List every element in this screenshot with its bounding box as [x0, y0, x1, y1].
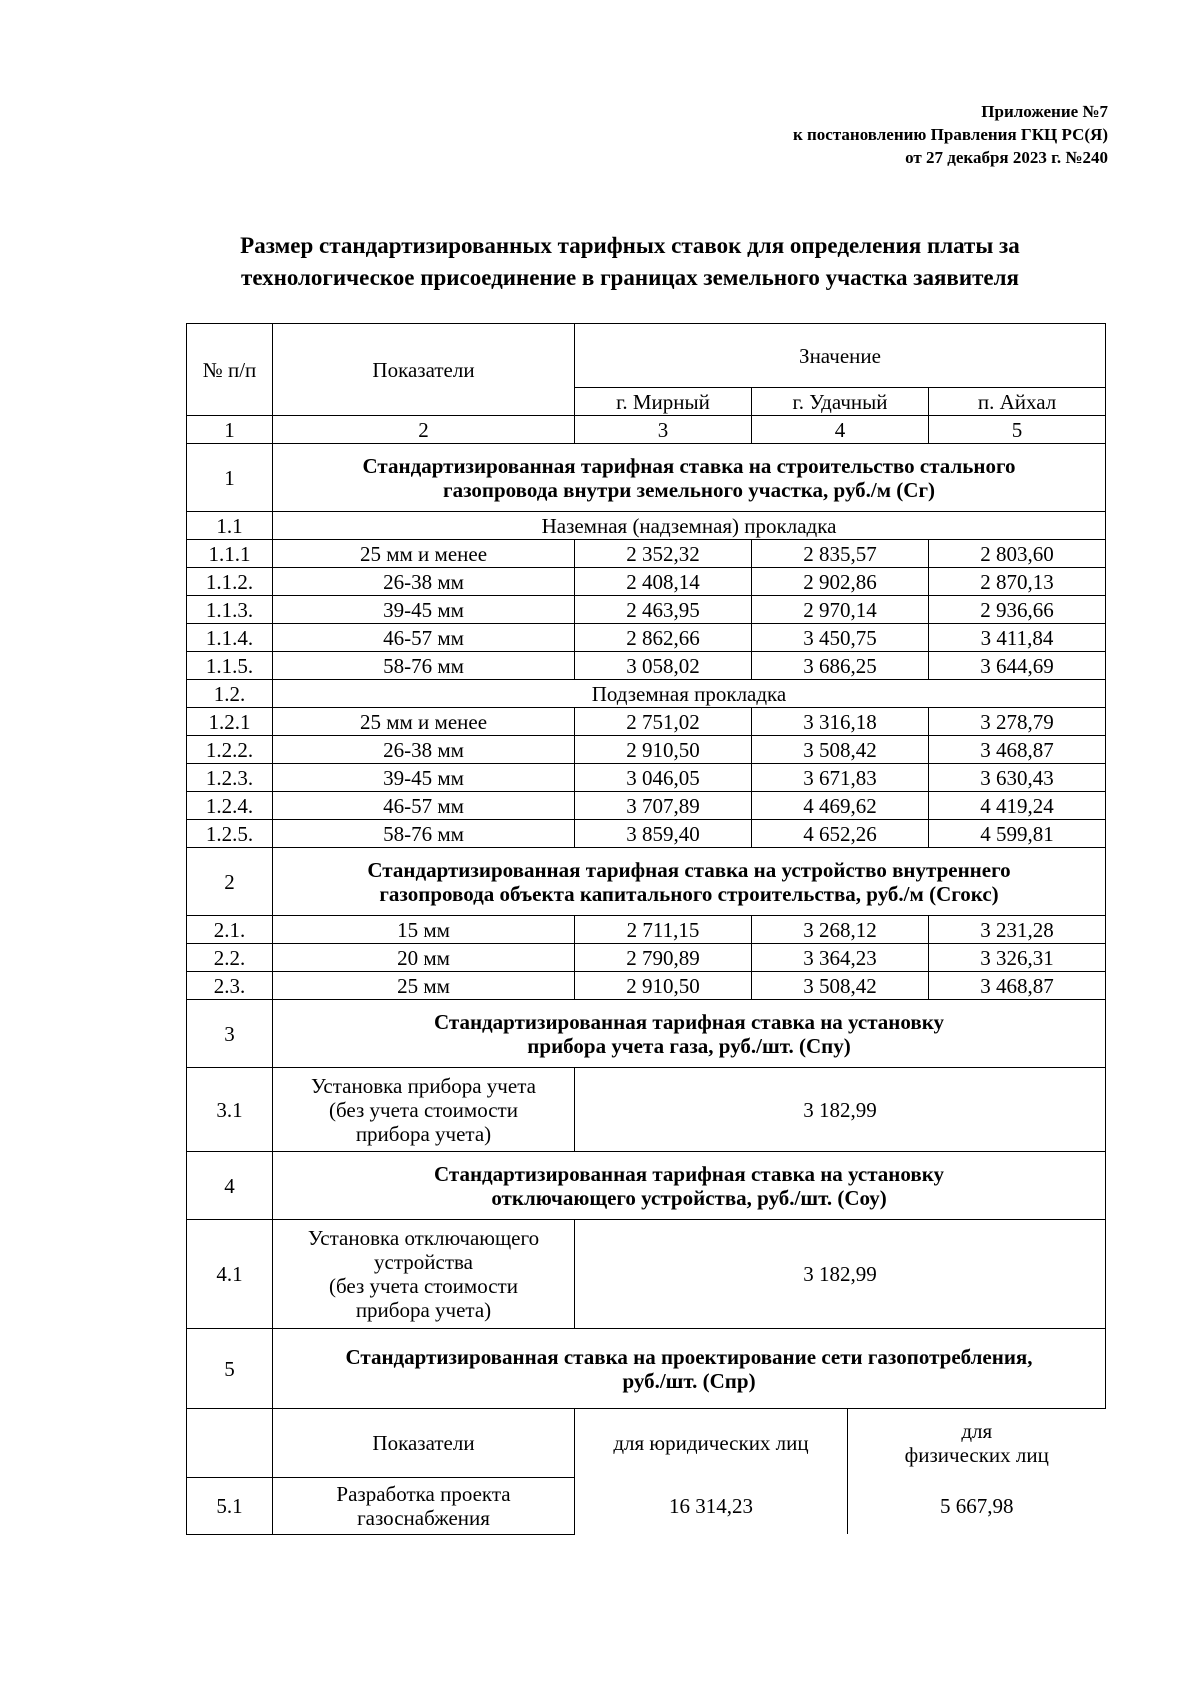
- column-number: 2: [273, 416, 575, 444]
- section-title-line: отключающего устройства, руб./шт. (Соу): [491, 1185, 887, 1210]
- row-name: 26-38 мм: [273, 736, 575, 764]
- row-name: 39-45 мм: [273, 596, 575, 624]
- value-udachny: 3 364,23: [752, 944, 929, 972]
- value-udachny: 3 450,75: [752, 624, 929, 652]
- value-mirny: 3 058,02: [575, 652, 752, 680]
- section5-header-phys-line: для: [961, 1419, 993, 1443]
- row-name-line: прибора учета): [355, 1121, 492, 1146]
- row-num: 2.1.: [187, 916, 273, 944]
- section-title: [273, 1329, 1106, 1409]
- value-aikhal: 2 803,60: [929, 540, 1106, 568]
- subsection-num: 1.2.: [187, 680, 273, 708]
- section-title-line: прибора учета газа, руб./шт. (Спу): [527, 1033, 851, 1058]
- row-num: 1.1.5.: [187, 652, 273, 680]
- appendix-number: Приложение №7: [981, 102, 1108, 121]
- row-name: [273, 1068, 575, 1152]
- table-row: [187, 708, 1106, 736]
- section-num: 4: [187, 1152, 273, 1220]
- value-mirny: 2 711,15: [575, 916, 752, 944]
- value-mirny: 2 751,02: [575, 708, 752, 736]
- column-numbers-row: [187, 416, 1106, 444]
- column-number: 3: [575, 416, 752, 444]
- value-aikhal: 4 419,24: [929, 792, 1106, 820]
- value-aikhal: 2 936,66: [929, 596, 1106, 624]
- table-row: [187, 624, 1106, 652]
- row-name-line: Установка прибора учета: [311, 1073, 536, 1098]
- header-indicators: Показатели: [273, 324, 575, 416]
- value-mirny: 2 910,50: [575, 736, 752, 764]
- value-udachny: 3 508,42: [752, 972, 929, 1000]
- value-udachny: 3 316,18: [752, 708, 929, 736]
- header-city-mirny: г. Мирный: [575, 388, 752, 416]
- value-udachny: 2 970,14: [752, 596, 929, 624]
- row-name: 46-57 мм: [273, 624, 575, 652]
- row-name: 15 мм: [273, 916, 575, 944]
- row-name: 25 мм и менее: [273, 540, 575, 568]
- table-row: [187, 972, 1106, 1000]
- value-aikhal: 3 630,43: [929, 764, 1106, 792]
- table-row: [187, 596, 1106, 624]
- subsection-label: Наземная (надземная) прокладка: [273, 512, 1106, 540]
- table-row: [187, 1477, 1106, 1534]
- section-row: [187, 444, 1106, 512]
- row-num: 2.3.: [187, 972, 273, 1000]
- value-aikhal: 3 468,87: [929, 736, 1106, 764]
- table-row: [187, 1220, 1106, 1329]
- section-title: [273, 848, 1106, 916]
- section5-header-legal: для юридических лиц: [613, 1431, 809, 1455]
- section5-values-split: [575, 1477, 1106, 1534]
- section-num: 2: [187, 848, 273, 916]
- section-title: [273, 444, 1106, 512]
- section-title: [273, 1152, 1106, 1220]
- value-udachny: 3 686,25: [752, 652, 929, 680]
- table-row: [187, 916, 1106, 944]
- row-num: 4.1: [187, 1220, 273, 1329]
- row-num: 1.1.2.: [187, 568, 273, 596]
- row-name: 39-45 мм: [273, 764, 575, 792]
- table-row: [187, 568, 1106, 596]
- section-title-line: Стандартизированная тарифная ставка на установку: [434, 1161, 945, 1186]
- row-name-line: прибора учета): [355, 1298, 492, 1322]
- row-num: 1.1.1: [187, 540, 273, 568]
- header-value: Значение: [575, 324, 1106, 388]
- value-udachny: 3 508,42: [752, 736, 929, 764]
- value-udachny: 2 902,86: [752, 568, 929, 596]
- column-number: 1: [187, 416, 273, 444]
- section5-header-row: [187, 1409, 1106, 1478]
- document-title-line2: технологическое присоединение в границах земельного участка заявителя: [241, 265, 1019, 290]
- row-value: 3 182,99: [575, 1068, 1106, 1152]
- section-title-line: газопровода внутри земельного участка, руб./м (Сг): [443, 477, 935, 502]
- section5-header-indicators: Показатели: [273, 1409, 575, 1478]
- value-mirny: 2 910,50: [575, 972, 752, 1000]
- value-aikhal: 3 468,87: [929, 972, 1106, 1000]
- header-city-aikhal: п. Айхал: [929, 388, 1106, 416]
- table-row: [187, 540, 1106, 568]
- table-row: [187, 764, 1106, 792]
- row-num: 1.1.4.: [187, 624, 273, 652]
- section-num: 5: [187, 1329, 273, 1409]
- value-mirny: 2 862,66: [575, 624, 752, 652]
- row-num: 1.2.3.: [187, 764, 273, 792]
- row-num: 2.2.: [187, 944, 273, 972]
- row-name-line: (без учета стоимости: [329, 1097, 518, 1122]
- table-row: [187, 820, 1106, 848]
- section-title-line: руб./шт. (Спр): [622, 1368, 756, 1393]
- value-udachny: 4 469,62: [752, 792, 929, 820]
- value-legal: 16 314,23: [669, 1493, 753, 1518]
- value-mirny: 2 408,14: [575, 568, 752, 596]
- value-aikhal: 3 644,69: [929, 652, 1106, 680]
- section5-header-phys: [848, 1409, 1106, 1477]
- row-name: 26-38 мм: [273, 568, 575, 596]
- appendix-resolution: к постановлению Правления ГКЦ РС(Я): [792, 125, 1108, 144]
- section5-values-inner: [575, 1477, 1106, 1534]
- section5-header-inner: [575, 1409, 1106, 1477]
- value-aikhal: 3 231,28: [929, 916, 1106, 944]
- column-number: 4: [752, 416, 929, 444]
- row-num: 1.2.4.: [187, 792, 273, 820]
- value-udachny: 3 268,12: [752, 916, 929, 944]
- header-num: № п/п: [187, 324, 273, 416]
- row-num: 1.2.5.: [187, 820, 273, 848]
- section-num: 3: [187, 1000, 273, 1068]
- value-aikhal: 3 411,84: [929, 624, 1106, 652]
- section-num: 1: [187, 444, 273, 512]
- table-row: [187, 944, 1106, 972]
- value-mirny: 3 046,05: [575, 764, 752, 792]
- section-title-line: газопровода объекта капитального строительства, руб./м (Сгокс): [379, 881, 999, 906]
- section-row: [187, 1329, 1106, 1409]
- section-row: [187, 1000, 1106, 1068]
- column-number: 5: [929, 416, 1106, 444]
- subsection-row: [187, 680, 1106, 708]
- row-num: 1.2.1: [187, 708, 273, 736]
- table-header-row: [187, 324, 1106, 388]
- row-name: 46-57 мм: [273, 792, 575, 820]
- header-city-udachny: г. Удачный: [752, 388, 929, 416]
- value-aikhal: 3 326,31: [929, 944, 1106, 972]
- row-name: 20 мм: [273, 944, 575, 972]
- section5-header-split: [575, 1409, 1106, 1478]
- row-num: 5.1: [187, 1477, 273, 1534]
- document-title-line1: Размер стандартизированных тарифных ставок для определения платы за: [240, 233, 1020, 258]
- table-row: [187, 1068, 1106, 1152]
- value-udachny: 3 671,83: [752, 764, 929, 792]
- value-mirny: 2 790,89: [575, 944, 752, 972]
- row-num: 1.1.3.: [187, 596, 273, 624]
- value-mirny: 2 352,32: [575, 540, 752, 568]
- section5-header-num: [187, 1409, 273, 1478]
- row-name: 58-76 мм: [273, 652, 575, 680]
- row-name-line: газоснабжения: [357, 1505, 490, 1530]
- value-udachny: 4 652,26: [752, 820, 929, 848]
- value-phys: 5 667,98: [848, 1477, 1106, 1534]
- row-name-line: устройства: [374, 1250, 473, 1274]
- section-title: [273, 1000, 1106, 1068]
- subsection-num: 1.1: [187, 512, 273, 540]
- appendix-date: от 27 декабря 2023 г. №240: [905, 148, 1108, 167]
- value-mirny: 3 859,40: [575, 820, 752, 848]
- value-mirny: 3 707,89: [575, 792, 752, 820]
- section-row: [187, 1152, 1106, 1220]
- row-name: 25 мм: [273, 972, 575, 1000]
- row-name-line: Разработка проекта: [336, 1481, 511, 1506]
- appendix-header: [793, 100, 1108, 169]
- section-title-line: Стандартизированная ставка на проектирование сети газопотребления,: [345, 1344, 1033, 1369]
- row-name-line: Установка отключающего: [307, 1226, 540, 1250]
- section-title-line: Стандартизированная тарифная ставка на установку: [434, 1009, 945, 1034]
- subsection-label: Подземная прокладка: [273, 680, 1106, 708]
- value-aikhal: 4 599,81: [929, 820, 1106, 848]
- row-name-line: (без учета стоимости: [329, 1274, 518, 1298]
- row-name: [273, 1220, 575, 1329]
- tariff-table: [186, 323, 1106, 1535]
- row-value: 3 182,99: [575, 1220, 1106, 1329]
- value-udachny: 2 835,57: [752, 540, 929, 568]
- section-row: [187, 848, 1106, 916]
- table-row: [187, 736, 1106, 764]
- row-num: 3.1: [187, 1068, 273, 1152]
- row-name: [273, 1477, 575, 1534]
- subsection-row: [187, 512, 1106, 540]
- value-aikhal: 3 278,79: [929, 708, 1106, 736]
- document-title: [150, 230, 1110, 294]
- value-mirny: 2 463,95: [575, 596, 752, 624]
- section-title-line: Стандартизированная тарифная ставка на устройство внутреннего: [367, 857, 1011, 882]
- table-row: [187, 792, 1106, 820]
- table-row: [187, 652, 1106, 680]
- row-name: 58-76 мм: [273, 820, 575, 848]
- section-title-line: Стандартизированная тарифная ставка на строительство стального: [362, 453, 1016, 478]
- section5-header-phys-line: физических лиц: [904, 1443, 1049, 1467]
- row-name: 25 мм и менее: [273, 708, 575, 736]
- row-num: 1.2.2.: [187, 736, 273, 764]
- value-aikhal: 2 870,13: [929, 568, 1106, 596]
